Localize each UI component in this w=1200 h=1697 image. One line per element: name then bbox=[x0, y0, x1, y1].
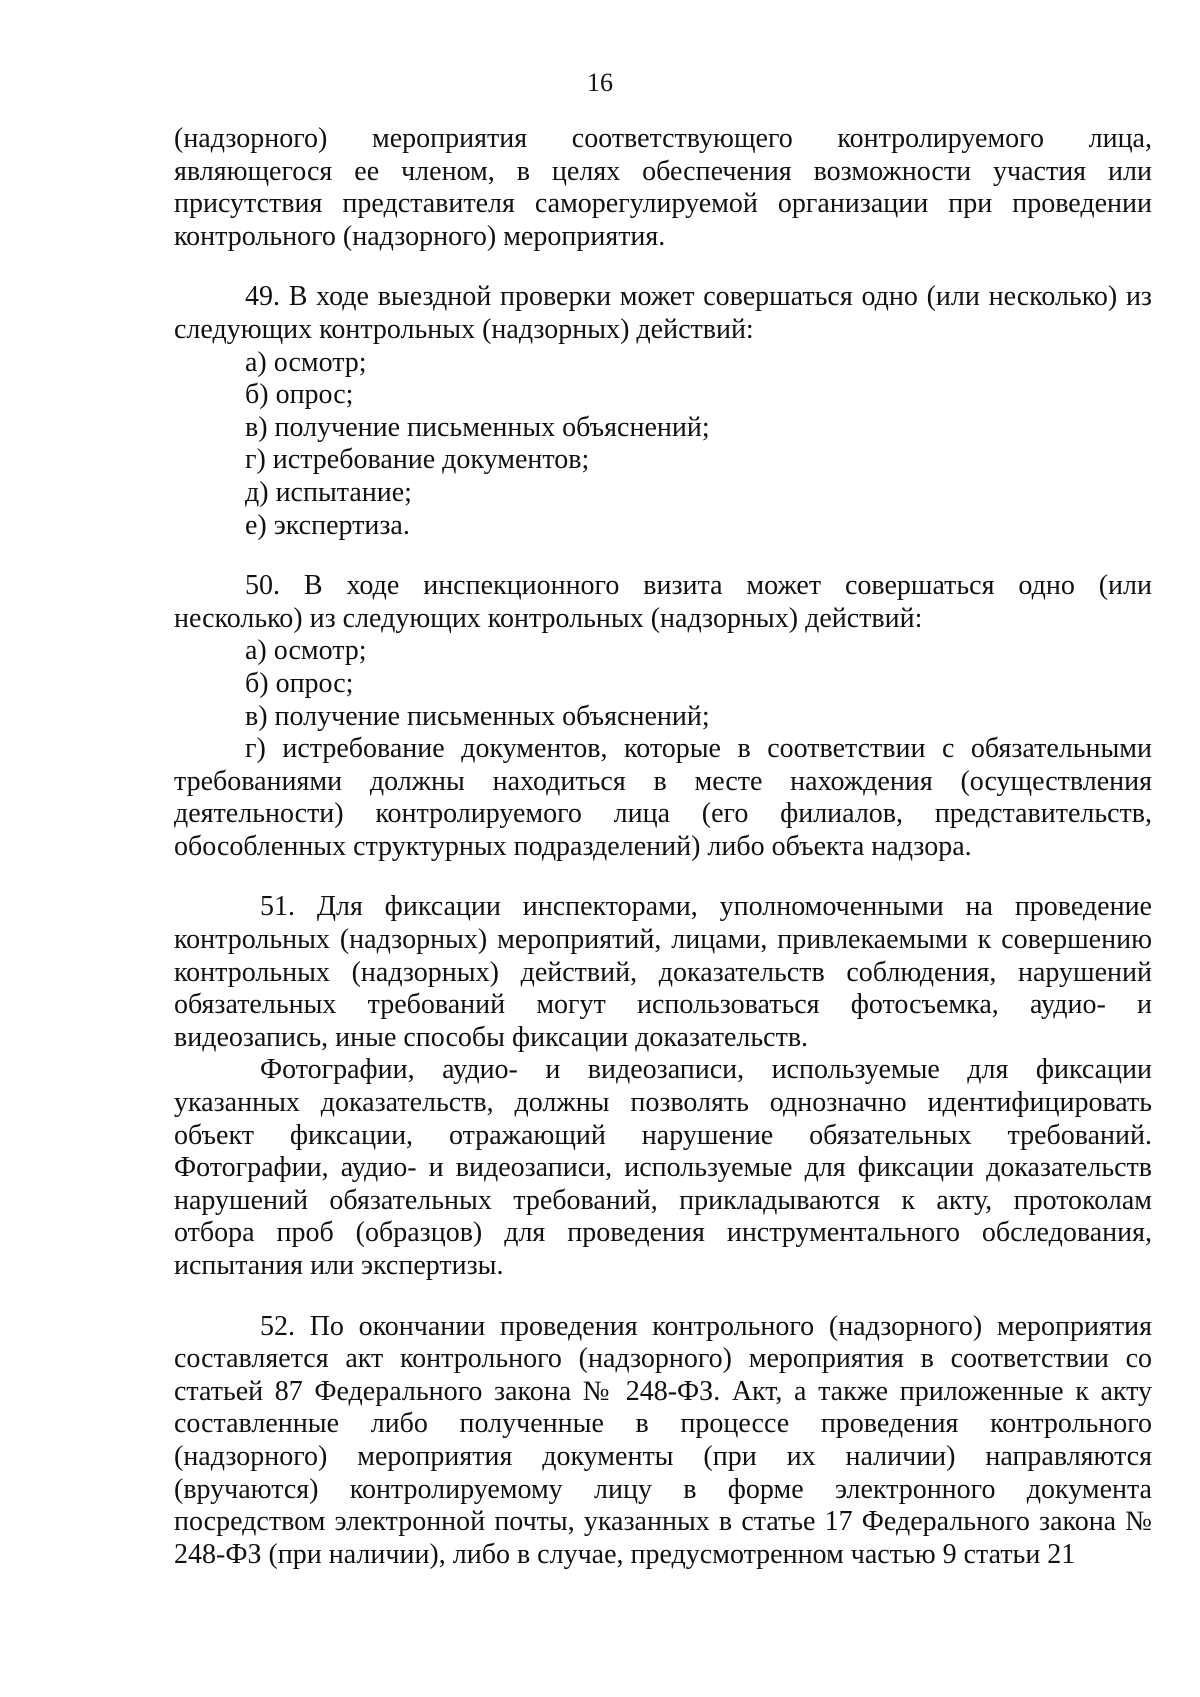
continuation-paragraph: (надзорного) мероприятия соответствующего контролируемого лица, являющегося ее членом, в целях обеспечения возможности участия или присутствия представителя саморегулируемой организации при проведении контрольного (надзорного) мероприятия. bbox=[174, 123, 1152, 252]
paragraph-49-item: б) опрос; bbox=[245, 379, 354, 411]
page-number: 16 bbox=[587, 68, 613, 97]
paragraph-49-item: в) получение письменных объяснений; bbox=[245, 411, 710, 443]
paragraph-52: 52. По окончании проведения контрольного (надзорного) мероприятия составляется акт контрольного (надзорного) мероприятия в соответствии со статьей 87 Федерального закона № 248-ФЗ. Акт, а также приложенные к акту составленные либо полученные в процессе проведения контрольного (надзорного) мероприятия документы (при их наличии) направляются (вручаются) контролируемому лицу в форме электронного документа посредством электронной почты, указанных в статье 17 Федерального закона № 248-ФЗ (при наличии), либо в случае, предусмотренном частью 9 статьи 21 bbox=[174, 1310, 1152, 1570]
paragraph-49-item: д) испытание; bbox=[245, 476, 412, 508]
paragraph-49-item: г) истребование документов; bbox=[245, 444, 590, 476]
paragraph-50: 50. В ходе инспекционного визита может совершаться одно (или несколько) из следующих контрольных (надзорных) действий: bbox=[174, 570, 1152, 634]
paragraph-51-continued: Фотографии, аудио- и видеозаписи, используемые для фиксации указанных доказательств, должны позволять однозначно идентифицировать объект фиксации, отражающий нарушение обязательных требований. Фотографии, аудио- и видеозаписи, используемые для фиксации доказательств нарушений обязательных требований, прикладываются к акту, протоколам отбора проб (образцов) для проведения инструментального обследования, испытания или экспертизы. bbox=[174, 1054, 1152, 1281]
paragraph-50-item-long: г) истребование документов, которые в соответствии с обязательными требованиями должны находиться в месте нахождения (осуществления деятельности) контролируемого лица (его филиалов, представительств, обособленных структурных подразделений) либо объекта надзора. bbox=[174, 733, 1152, 862]
paragraph-49: 49. В ходе выездной проверки может совершаться одно (или несколько) из следующих контрольных (надзорных) действий: bbox=[174, 281, 1152, 345]
paragraph-50-item: б) опрос; bbox=[245, 667, 354, 699]
paragraph-50-item: в) получение письменных объяснений; bbox=[245, 700, 710, 732]
paragraph-49-item: а) осмотр; bbox=[245, 346, 367, 378]
document-body bbox=[174, 123, 1152, 1571]
paragraph-50-item: а) осмотр; bbox=[245, 635, 367, 667]
paragraph-49-item: е) экспертиза. bbox=[245, 509, 410, 541]
paragraph-51: 51. Для фиксации инспекторами, уполномоченными на проведение контрольных (надзорных) мероприятий, лицами, привлекаемыми к совершению контрольных (надзорных) действий, доказательств соблюдения, нарушений обязательных требований могут использоваться фотосъемка, аудио- и видеозапись, иные способы фиксации доказательств. bbox=[174, 891, 1152, 1053]
